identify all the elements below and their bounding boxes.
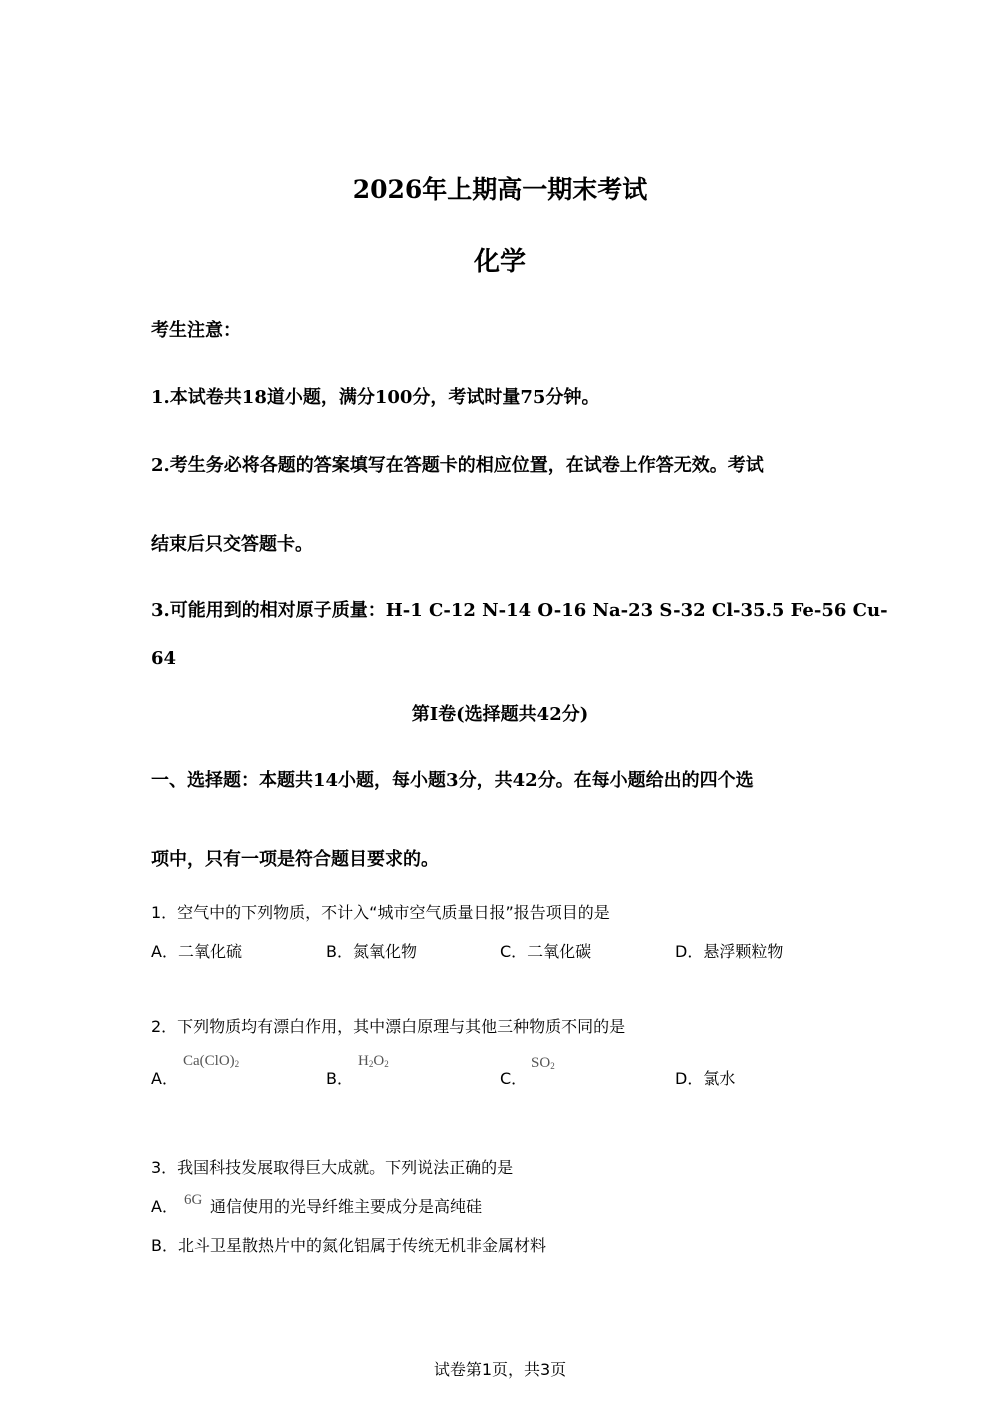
question-2-option-d: D．氯水 [675,1069,736,1088]
question-1-option-a: A．二氧化硫 [151,942,242,961]
page-footer: 试卷第1页，共3页 [433,1360,567,1379]
question-3-option-a-label: A． [151,1197,178,1216]
question-2-option-a-formula: $Ca(ClO)_2$ [183,1053,240,1069]
question-3-option-b: B．北斗卫星散热片中的氮化铝属于传统无机非金属材料 [151,1236,546,1255]
subject-title: 化学 [473,247,526,277]
question-3-option-a-text: 通信使用的光导纤维主要成分是高纯硅 [210,1197,483,1216]
notice-item-2-line-2: 结束后只交答题卡。 [151,534,313,555]
section-instruction-line-1: 一、选择题：本题共14小题，每小题3分，共42分。在每小题给出的四个选 [151,770,754,791]
notice-item-3-line-1: 3.可能用到的相对原子质量：H-1 C-12 N-14 O-16 Na-23 S-32 Cl-35.5 Fe-56 Cu- [151,600,888,621]
question-3-stem: 3．我国科技发展取得巨大成就。下列说法正确的是 [151,1158,514,1177]
question-1-option-c: C．二氧化碳 [500,942,592,961]
notice-item-2-line-1: 2.考生务必将各题的答案填写在答题卡的相应位置，在试卷上作答无效。考试 [151,455,764,476]
part-title: 第I卷(选择题共42分) [411,704,589,725]
question-3-option-a-formula: 6G [184,1192,203,1208]
question-2-option-a-label: A． [151,1069,178,1088]
notice-item-1: 1.本试卷共18道小题，满分100分，考试时量75分钟。 [151,387,600,408]
question-1-option-d: D．悬浮颗粒物 [675,942,784,961]
question-2-option-b-label: B． [326,1069,353,1088]
notice-heading: 考生注意： [151,320,241,341]
question-2-option-c-label: C． [500,1069,528,1088]
section-instruction-line-2: 项中，只有一项是符合题目要求的。 [151,849,439,870]
question-2-stem: 2．下列物质均有漂白作用，其中漂白原理与其他三种物质不同的是 [151,1017,626,1036]
question-1-stem: 1．空气中的下列物质，不计入“城市空气质量日报”报告项目的是 [151,903,610,922]
question-1-option-b: B．氮氧化物 [326,942,417,961]
exam-title: 2026年上期高一期末考试 [352,175,648,204]
notice-item-3-line-2: 64 [151,648,177,669]
question-2-option-c-formula: $SO_2$ [531,1055,555,1071]
question-2-option-b-formula: $H_2O_2$ [358,1053,389,1069]
